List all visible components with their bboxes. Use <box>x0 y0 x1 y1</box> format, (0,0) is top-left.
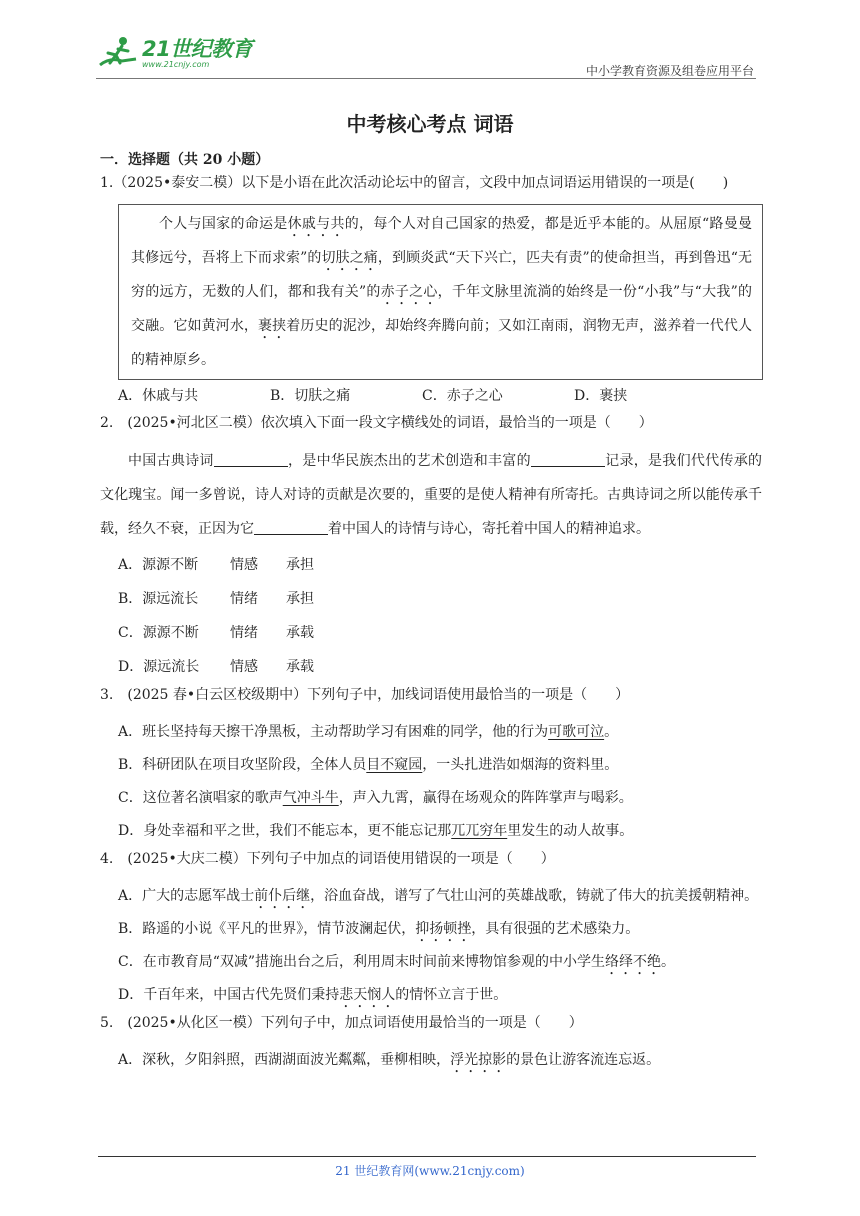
emphasized-word: 抑扬顿挫 <box>415 921 472 937</box>
option-a[interactable] <box>100 880 762 913</box>
option-a[interactable] <box>100 716 762 749</box>
option-word-3: 承担 <box>286 557 314 573</box>
text-segment: ，浴血奋战，谱写了气壮山河的英雄战歌，铸就了伟大的抗美援朝精神。 <box>310 888 759 904</box>
question-2-paragraph <box>100 444 762 546</box>
option-d[interactable] <box>100 815 762 848</box>
option-c[interactable]: C．赤子之心 <box>422 388 503 404</box>
emphasized-word: 浮光掠影 <box>450 1052 507 1068</box>
underlined-word: 可歌可泣 <box>548 724 605 740</box>
text-segment: D．千百年来，中国古代先贤们秉持 <box>118 987 340 1003</box>
fill-blank <box>531 450 605 467</box>
text-segment: 的，每个人对自己国家的热爱，都是近乎本能的。从屈原“路曼曼其修远兮，吾将上下而求索”的 <box>131 216 753 266</box>
text-segment: ，到顾炎武“天下兴亡，匹夫有责”的使命担当，再到鲁迅“无穷的远方，无数的人们，都和我有关”的 <box>131 250 752 300</box>
emphasized-word: 赤子之心 <box>380 284 438 300</box>
text-segment: D．身处幸福和平之世，我们不能忘本，更不能忘记那 <box>118 823 452 839</box>
question-5-stem: 5. (2025•从化区一模）下列句子中，加点词语使用最恰当的一项是（ ） <box>100 1015 583 1031</box>
question-1-options <box>100 380 762 412</box>
underlined-word: 目不窥园 <box>366 757 423 773</box>
text-segment: 。 <box>661 954 676 970</box>
text-segment: 的情怀立言于世。 <box>395 987 508 1003</box>
option-word-2: 情感 <box>230 557 258 573</box>
option-d[interactable] <box>100 650 762 684</box>
option-word-1: B．源远流长 <box>118 591 199 607</box>
page-footer: 21 世纪教育网(www.21cnjy.com) <box>335 1164 525 1178</box>
platform-name: 中小学教育资源及组卷应用平台 <box>585 64 754 78</box>
option-word-3: 承担 <box>286 591 314 607</box>
option-word-2: 情感 <box>230 659 258 675</box>
text-segment: 里发生的动人故事。 <box>507 823 634 839</box>
text-segment: ，声入九霄，赢得在场观众的阵阵掌声与喝彩。 <box>338 790 633 806</box>
text-segment: A．班长坚持每天擦干净黑板，主动帮助学习有困难的同学，他的行为 <box>118 724 549 740</box>
option-word-2: 情绪 <box>230 625 258 641</box>
footer-divider <box>98 1156 756 1157</box>
underlined-word: 兀兀穷年 <box>451 823 508 839</box>
text-segment: A．广大的志愿军战士 <box>118 888 255 904</box>
option-c[interactable] <box>100 946 762 979</box>
text-segment: 记录，是我们代代传承的文化瑰宝。闻一多曾说，诗人对诗的贡献是次要的，重要的是使人精神有所寄托。古典诗词之所以能传承千载，经久不衰，正因为它 <box>100 453 763 537</box>
text-segment: ，具有很强的艺术感染力。 <box>471 921 640 937</box>
question-3-stem: 3. (2025 春•白云区校级期中）下列句子中，加线词语使用最恰当的一项是（ ） <box>100 687 630 703</box>
option-c[interactable] <box>100 616 762 650</box>
option-word-3: 承载 <box>286 659 314 675</box>
option-a[interactable] <box>100 548 762 582</box>
underlined-word: 气冲斗牛 <box>282 790 339 806</box>
document-title: 中考核心考点 词语 <box>346 112 514 136</box>
option-b[interactable] <box>100 913 762 946</box>
text-segment: B．路遥的小说《平凡的世界》，情节波澜起伏， <box>118 921 416 937</box>
fill-blank <box>254 518 328 535</box>
question-2-stem: 2. (2025•河北区二模）依次填入下面一段文字横线处的词语，最恰当的一项是（ ） <box>100 415 653 431</box>
section-heading: 一．选择题（共 20 小题） <box>100 152 270 168</box>
text-segment: A．深秋，夕阳斜照，西湖湖面波光粼粼，垂柳相映， <box>118 1052 451 1068</box>
text-segment: ，千年文脉里流淌的始终是一份“小我”与“大我”的交融。它如黄河水， <box>131 284 752 334</box>
text-segment: 着中国人的诗情与诗心，寄托着中国人的精神追求。 <box>328 521 650 537</box>
text-segment: ，是中华民族杰出的艺术创造和丰富的 <box>287 453 531 469</box>
emphasized-word: 悲天悯人 <box>339 987 396 1003</box>
option-b[interactable]: B．切肤之痛 <box>270 388 351 404</box>
option-word-1: A．源源不断 <box>118 557 199 573</box>
option-d[interactable] <box>100 979 762 1012</box>
text-segment: 的景色让游客流连忘返。 <box>506 1052 661 1068</box>
logo-text: 21世纪教育 <box>142 37 253 61</box>
page-header <box>96 34 756 79</box>
question-1-stem: 1.（2025•泰安二模）以下是小语在此次活动论坛中的留言，文段中加点词语运用错误的一项是( ) <box>100 175 729 191</box>
site-logo <box>96 34 252 74</box>
option-c[interactable] <box>100 782 762 815</box>
option-a[interactable]: A．休戚与共 <box>118 388 199 404</box>
emphasized-word: 切肤之痛 <box>321 250 378 266</box>
option-word-2: 情绪 <box>230 591 258 607</box>
text-segment: 着历史的泥沙，却始终奔腾向前；又如江南雨，润物无声，滋养着一代代人的精神原乡。 <box>131 318 753 368</box>
text-segment: 个人与国家的命运是 <box>159 216 288 232</box>
text-segment: ，一头扎进浩如烟海的资料里。 <box>422 757 619 773</box>
option-d[interactable]: D．裹挟 <box>574 388 628 404</box>
fill-blank <box>214 450 288 467</box>
option-a[interactable] <box>100 1044 762 1077</box>
question-1-passage <box>118 204 763 380</box>
emphasized-word: 裹挟 <box>258 318 287 334</box>
emphasized-word: 休戚与共 <box>287 216 345 232</box>
option-word-1: D．源远流长 <box>118 659 200 675</box>
text-segment: 中国古典诗词 <box>128 453 214 469</box>
emphasized-word: 前仆后继 <box>254 888 311 904</box>
option-b[interactable] <box>100 582 762 616</box>
text-segment: C．在市教育局“双减”措施出台之后，利用周末时间前来博物馆参观的中小学生 <box>118 954 606 970</box>
option-b[interactable] <box>100 749 762 782</box>
option-word-1: C．源源不断 <box>118 625 199 641</box>
running-figure-logo-icon <box>96 35 140 73</box>
option-word-3: 承载 <box>286 625 314 641</box>
text-segment: B．科研团队在项目攻坚阶段，全体人员 <box>118 757 367 773</box>
text-segment: C．这位著名演唱家的歌声 <box>118 790 283 806</box>
text-segment: 。 <box>604 724 619 740</box>
question-content <box>100 148 762 1077</box>
question-4-stem: 4. (2025•大庆二模）下列句子中加点的词语使用错误的一项是（ ） <box>100 851 555 867</box>
logo-url: www.21cnjy.com <box>142 60 210 69</box>
emphasized-word: 络绎不绝 <box>605 954 662 970</box>
